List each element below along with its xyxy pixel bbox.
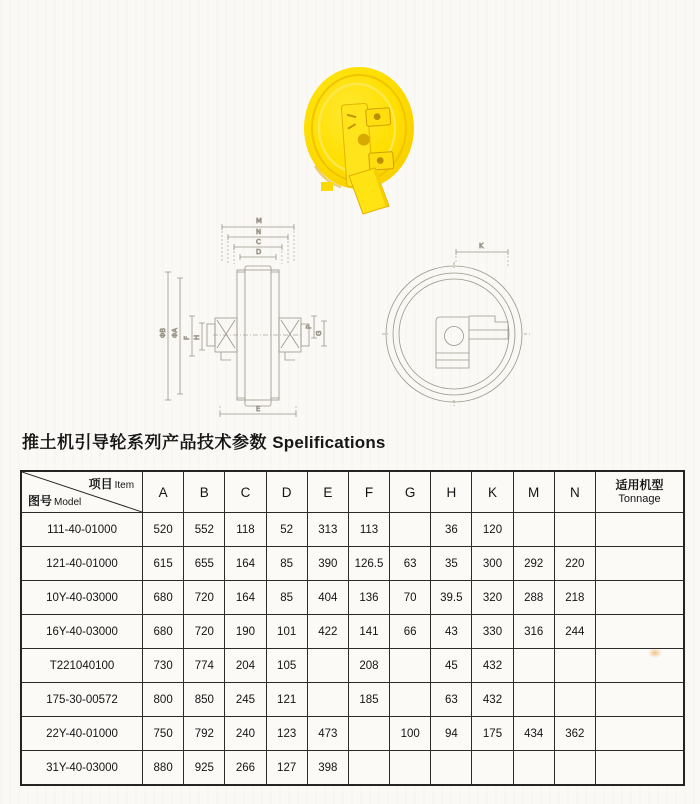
col-header-C: C: [225, 471, 266, 513]
value-cell: 123: [266, 717, 307, 751]
dim-label-D: D: [256, 248, 262, 256]
value-cell: 473: [307, 717, 348, 751]
table-row: [21, 751, 684, 786]
dim-label-phiA: ΦA: [171, 328, 179, 338]
value-cell: 240: [225, 717, 266, 751]
dim-label-phiB: ΦB: [159, 327, 167, 338]
value-cell: [595, 513, 684, 547]
value-cell: 552: [184, 513, 225, 547]
model-cell: 111-40-01000: [21, 513, 143, 547]
value-cell: 750: [143, 717, 184, 751]
value-cell: [554, 649, 595, 683]
dim-label-P: P: [305, 324, 313, 329]
value-cell: 220: [554, 547, 595, 581]
k-dimension-line: [456, 249, 508, 266]
spec-table: [20, 470, 685, 786]
table-row: [21, 683, 684, 717]
value-cell: [595, 649, 684, 683]
value-cell: 120: [472, 513, 513, 547]
value-cell: 266: [225, 751, 266, 786]
value-cell: 800: [143, 683, 184, 717]
value-cell: 316: [513, 615, 554, 649]
table-row: [21, 615, 684, 649]
value-cell: 66: [390, 615, 431, 649]
value-cell: 85: [266, 547, 307, 581]
model-cell: 31Y-40-03000: [21, 751, 143, 786]
value-cell: 398: [307, 751, 348, 786]
value-cell: [390, 649, 431, 683]
value-cell: 313: [307, 513, 348, 547]
corner-header-cell: [21, 471, 143, 513]
scan-stain: [648, 648, 662, 658]
value-cell: [390, 513, 431, 547]
value-cell: 121: [266, 683, 307, 717]
value-cell: [595, 615, 684, 649]
dim-label-C: C: [256, 238, 261, 246]
value-cell: 422: [307, 615, 348, 649]
value-cell: [348, 717, 389, 751]
value-cell: 185: [348, 683, 389, 717]
value-cell: 362: [554, 717, 595, 751]
table-row: [21, 547, 684, 581]
value-cell: 720: [184, 581, 225, 615]
value-cell: 244: [554, 615, 595, 649]
col-header-A: A: [143, 471, 184, 513]
col-header-F: F: [348, 471, 389, 513]
value-cell: [554, 683, 595, 717]
table-row: [21, 717, 684, 751]
value-cell: [513, 751, 554, 786]
table-row: [21, 581, 684, 615]
value-cell: [472, 751, 513, 786]
value-cell: 680: [143, 615, 184, 649]
value-cell: 85: [266, 581, 307, 615]
value-cell: 432: [472, 649, 513, 683]
value-cell: 320: [472, 581, 513, 615]
value-cell: 164: [225, 547, 266, 581]
value-cell: [431, 751, 472, 786]
idler-wheel-photo-art: [293, 58, 453, 216]
col-header-tonnage: 适用机型 Tonnage: [595, 471, 684, 513]
value-cell: 218: [554, 581, 595, 615]
value-cell: 63: [390, 547, 431, 581]
page-title: [22, 428, 386, 453]
value-cell: 432: [472, 683, 513, 717]
value-cell: [595, 547, 684, 581]
col-header-K: K: [472, 471, 513, 513]
value-cell: 204: [225, 649, 266, 683]
value-cell: 434: [513, 717, 554, 751]
value-cell: [595, 717, 684, 751]
col-header-D: D: [266, 471, 307, 513]
wheel-foot: [321, 182, 333, 191]
value-cell: 113: [348, 513, 389, 547]
center-bracket: [436, 316, 508, 368]
value-cell: 208: [348, 649, 389, 683]
model-cell: T221040100: [21, 649, 143, 683]
value-cell: [554, 751, 595, 786]
value-cell: 39.5: [431, 581, 472, 615]
corner-model-label: 图号 Model: [28, 494, 82, 508]
value-cell: 190: [225, 615, 266, 649]
model-cell: 121-40-01000: [21, 547, 143, 581]
value-cell: 615: [143, 547, 184, 581]
value-cell: [595, 581, 684, 615]
value-cell: [513, 649, 554, 683]
value-cell: [595, 751, 684, 786]
value-cell: 36: [431, 513, 472, 547]
model-cell: 10Y-40-03000: [21, 581, 143, 615]
value-cell: 655: [184, 547, 225, 581]
value-cell: 100: [390, 717, 431, 751]
value-cell: 141: [348, 615, 389, 649]
hub-brackets: [207, 318, 309, 360]
value-cell: 720: [184, 615, 225, 649]
value-cell: [307, 649, 348, 683]
value-cell: 118: [225, 513, 266, 547]
value-cell: 52: [266, 513, 307, 547]
value-cell: 925: [184, 751, 225, 786]
value-cell: 136: [348, 581, 389, 615]
value-cell: 292: [513, 547, 554, 581]
header-row: [21, 471, 684, 513]
page-title-en: Spelifications: [272, 433, 386, 452]
value-cell: 70: [390, 581, 431, 615]
value-cell: [554, 513, 595, 547]
table-row: [21, 513, 684, 547]
value-cell: 850: [184, 683, 225, 717]
product-photo: [293, 58, 453, 216]
value-cell: 127: [266, 751, 307, 786]
value-cell: 35: [431, 547, 472, 581]
value-cell: 245: [225, 683, 266, 717]
value-cell: [348, 751, 389, 786]
side-view-drawing: [378, 232, 538, 412]
dim-label-H: H: [193, 334, 201, 340]
dim-label-M: M: [256, 217, 262, 225]
table-row: [21, 649, 684, 683]
col-header-B: B: [184, 471, 225, 513]
value-cell: 792: [184, 717, 225, 751]
dim-label-N: N: [256, 228, 262, 236]
col-header-N: N: [554, 471, 595, 513]
value-cell: 404: [307, 581, 348, 615]
model-cell: 16Y-40-03000: [21, 615, 143, 649]
value-cell: 164: [225, 581, 266, 615]
dim-label-F: F: [183, 336, 191, 340]
value-cell: 105: [266, 649, 307, 683]
value-cell: 101: [266, 615, 307, 649]
value-cell: 43: [431, 615, 472, 649]
corner-item-label: 项目 Item: [88, 477, 135, 491]
col-header-E: E: [307, 471, 348, 513]
value-cell: 288: [513, 581, 554, 615]
value-cell: 63: [431, 683, 472, 717]
model-cell: 175-30-00572: [21, 683, 143, 717]
value-cell: 300: [472, 547, 513, 581]
value-cell: [390, 751, 431, 786]
dim-label-K: K: [479, 242, 484, 250]
value-cell: 680: [143, 581, 184, 615]
model-cell: 22Y-40-01000: [21, 717, 143, 751]
value-cell: [513, 513, 554, 547]
col-header-H: H: [431, 471, 472, 513]
page-title-cn: 推土机引导轮系列产品技术参数: [22, 433, 267, 452]
dim-label-E: E: [256, 405, 261, 413]
value-cell: 45: [431, 649, 472, 683]
wheel-section-profile: [213, 266, 303, 406]
value-cell: 880: [143, 751, 184, 786]
col-header-G: G: [390, 471, 431, 513]
col-header-M: M: [513, 471, 554, 513]
value-cell: 730: [143, 649, 184, 683]
value-cell: 390: [307, 547, 348, 581]
value-cell: 520: [143, 513, 184, 547]
value-cell: 175: [472, 717, 513, 751]
value-cell: [390, 683, 431, 717]
dim-label-G: G: [315, 330, 323, 336]
value-cell: 774: [184, 649, 225, 683]
value-cell: [307, 683, 348, 717]
value-cell: [595, 683, 684, 717]
section-view-drawing: [158, 196, 358, 431]
spec-table-body: [21, 513, 684, 786]
value-cell: 94: [431, 717, 472, 751]
value-cell: 126.5: [348, 547, 389, 581]
value-cell: [513, 683, 554, 717]
value-cell: 330: [472, 615, 513, 649]
